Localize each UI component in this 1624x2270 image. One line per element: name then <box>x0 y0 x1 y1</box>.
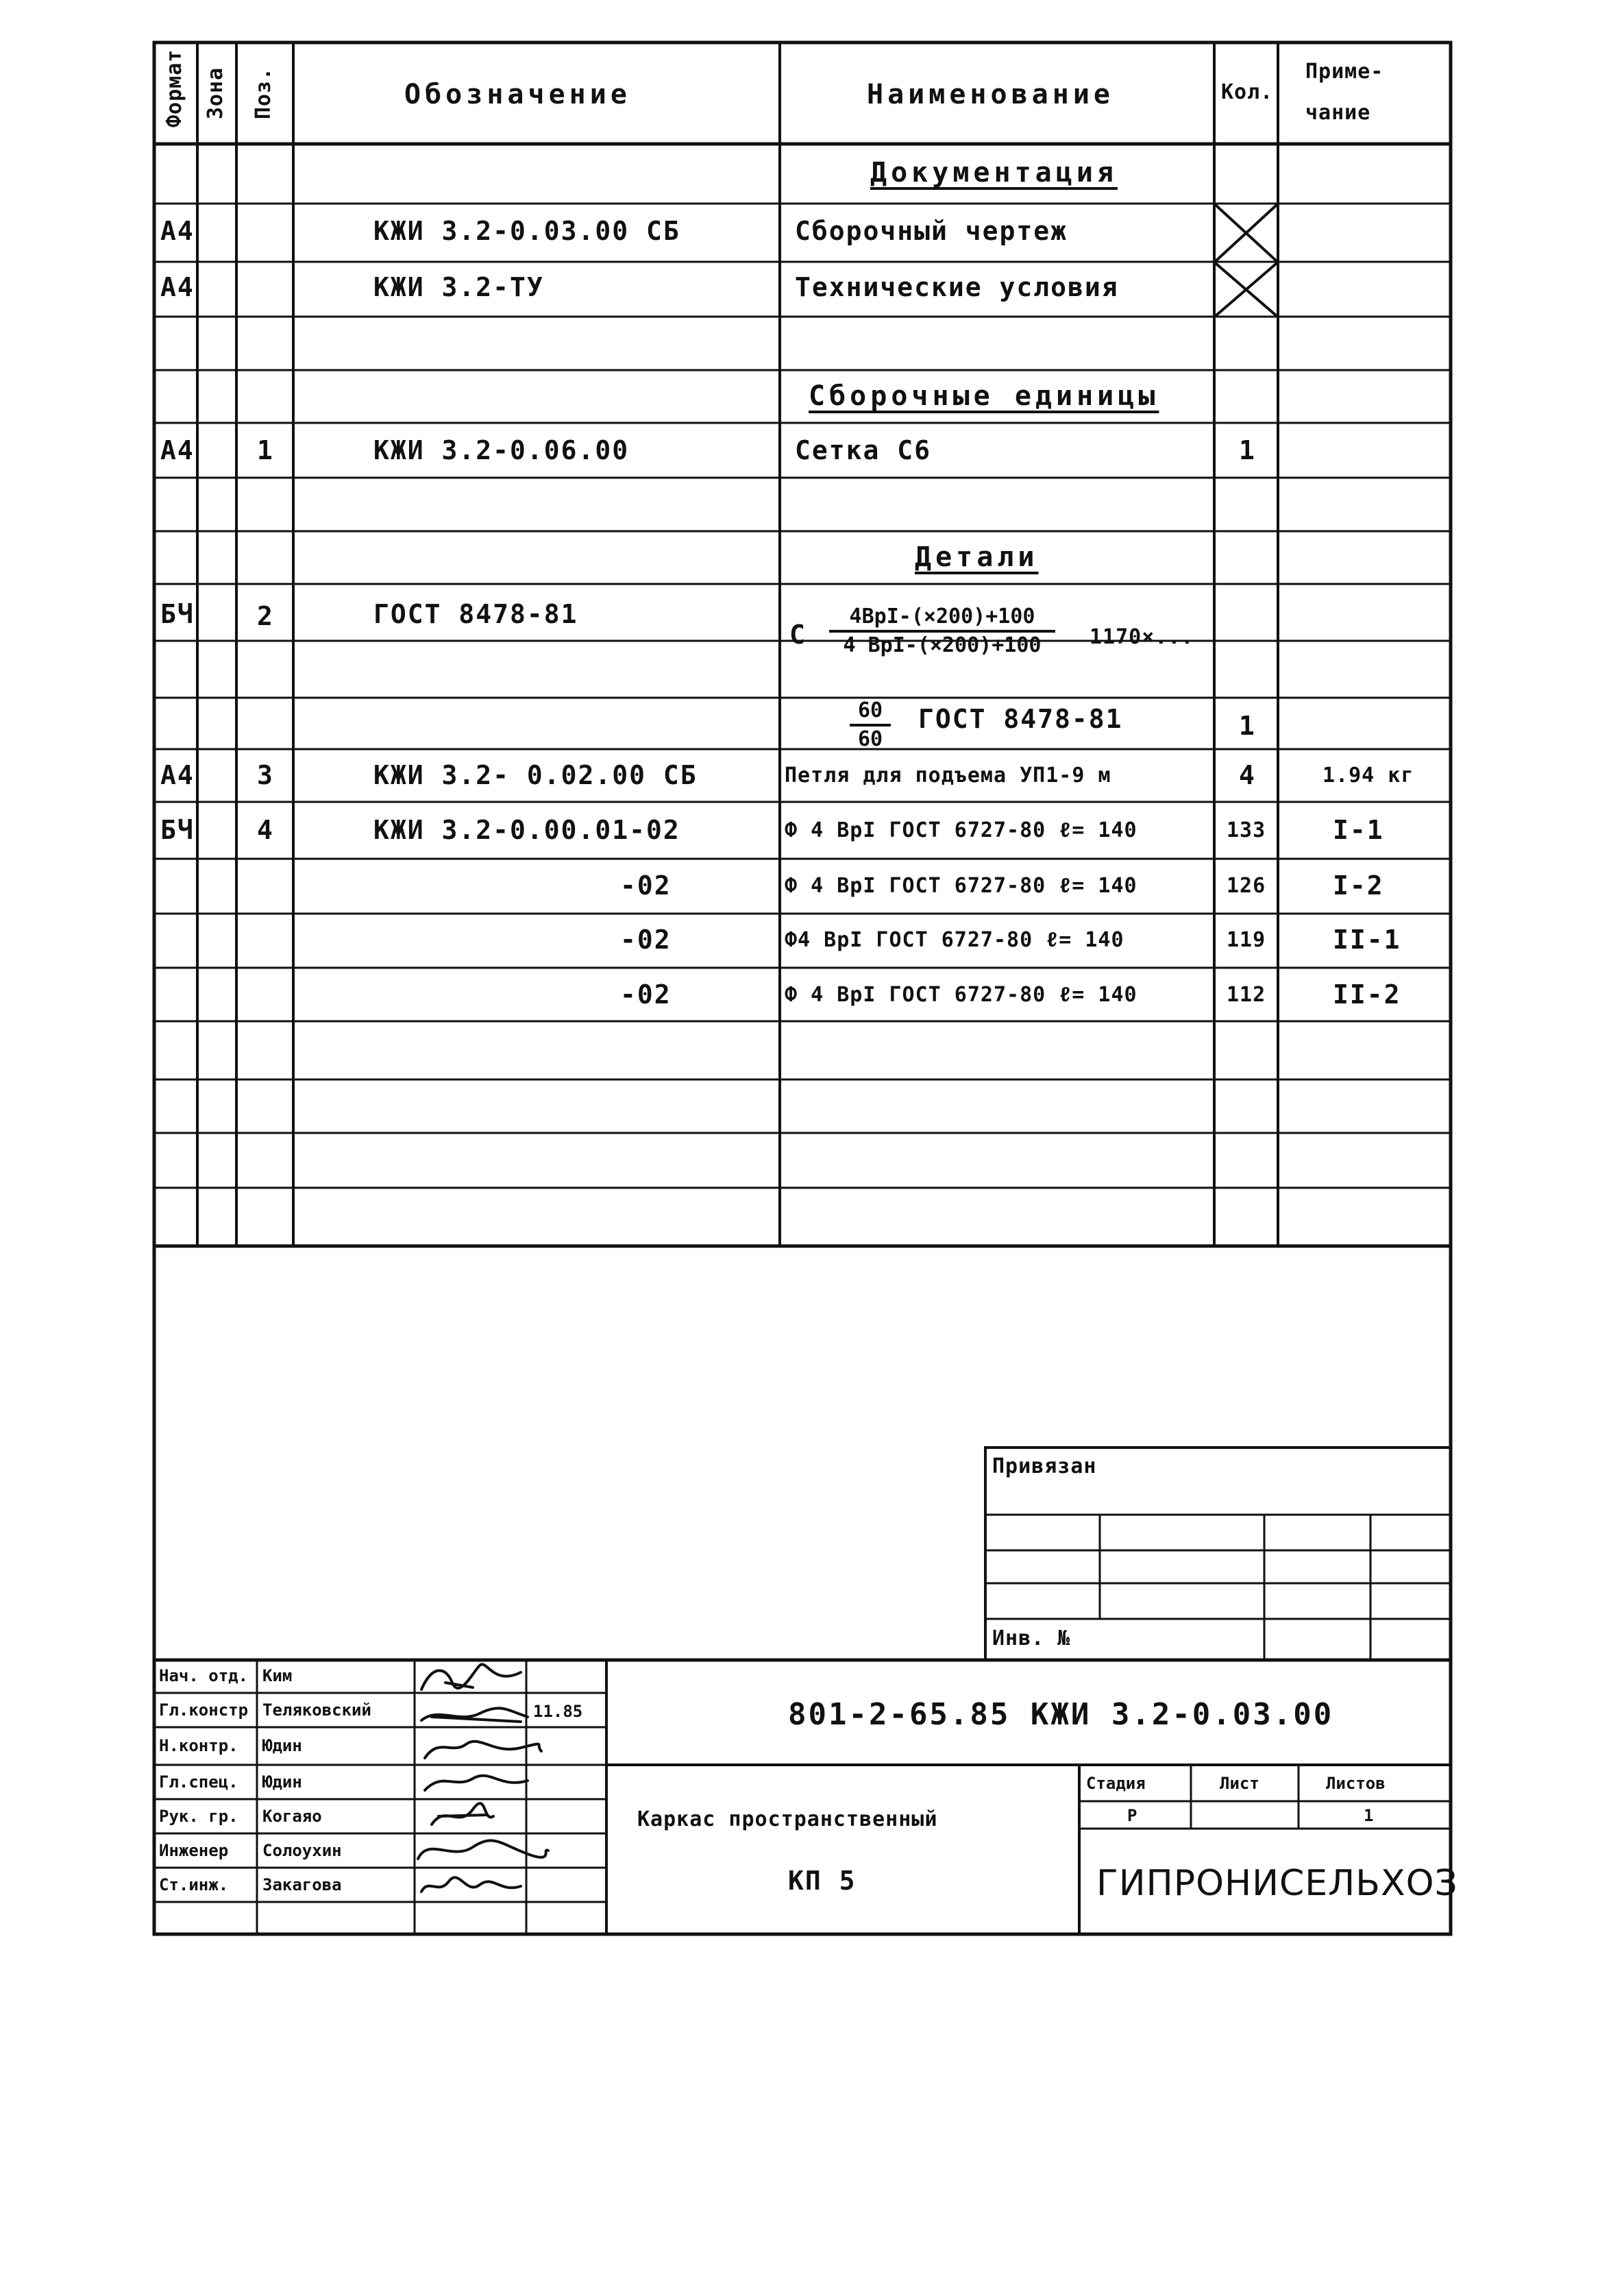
doc2-format: А4 <box>160 272 195 302</box>
title-name-line2: КП 5 <box>788 1866 857 1896</box>
det2-pos: 2 <box>257 601 274 631</box>
asm1-format: А4 <box>160 435 195 465</box>
header-pos: Поз. <box>251 66 275 120</box>
name-group-lead: Когаяо <box>262 1807 322 1826</box>
doc1-name: Сборочный чертеж <box>795 216 1068 246</box>
stage-value: Р <box>1127 1806 1137 1825</box>
organization-name: ГИПРОНИСЕЛЬХОЗ <box>1096 1863 1458 1904</box>
det3-designation: КЖИ 3.2- 0.02.00 СБ <box>373 760 698 790</box>
doc1-designation: КЖИ 3.2-0.03.00 СБ <box>373 216 680 246</box>
asm1-designation: КЖИ 3.2-0.06.00 <box>373 435 630 465</box>
det3-note: 1.94 кг <box>1322 764 1414 788</box>
det2-name-prefix: С <box>789 620 807 650</box>
det2-frac-bottom: 4 ВрI-(×200)+100 <box>843 633 1042 657</box>
det7-designation: -02 <box>620 979 672 1010</box>
header-designation: Обозначение <box>404 79 631 110</box>
section-details: Детали <box>915 541 1039 573</box>
det5-designation: -02 <box>620 870 672 901</box>
role-senior-engineer: Ст.инж. <box>159 1875 229 1894</box>
header-name: Наименование <box>867 79 1114 110</box>
section-assembly-units: Сборочные единицы <box>809 380 1159 412</box>
det2-frac-top: 4ВрI-(×200)+100 <box>849 605 1035 628</box>
section-documentation: Документация <box>870 157 1118 188</box>
det5-name: Ф 4 ВрI ГОСТ 6727-80 ℓ= 140 <box>785 874 1137 898</box>
det5-qty: 126 <box>1227 874 1266 898</box>
name-norm-control: Юдин <box>262 1736 302 1755</box>
name-head-of-dept: Ким <box>262 1666 293 1685</box>
det4-designation: КЖИ 3.2-0.00.01-02 <box>373 815 680 845</box>
det4-note: I-1 <box>1333 815 1384 845</box>
det5-note: I-2 <box>1333 870 1384 901</box>
title-name-line1: Каркас пространственный <box>637 1807 938 1831</box>
header-zone: Зона <box>204 66 227 120</box>
name-chief-designer: Теляковский <box>262 1700 371 1720</box>
det2-name-line2: ГОСТ 8478-81 <box>918 704 1123 734</box>
header-format: Формат <box>162 49 186 127</box>
det2-frac2-bottom: 60 <box>857 727 883 751</box>
det7-name: Ф 4 ВрI ГОСТ 6727-80 ℓ= 140 <box>785 983 1137 1007</box>
det2-qty: 1 <box>1239 711 1256 741</box>
det4-pos: 4 <box>257 815 274 845</box>
det3-format: А4 <box>160 760 195 790</box>
det7-qty: 112 <box>1227 983 1266 1007</box>
role-norm-control: Н.контр. <box>159 1736 238 1755</box>
role-engineer: Инженер <box>159 1841 229 1860</box>
name-engineer: Солоухин <box>262 1841 342 1860</box>
header-qty: Кол. <box>1221 80 1274 104</box>
asm1-name: Сетка С6 <box>795 435 932 465</box>
doc1-format: А4 <box>160 216 195 246</box>
approval-date: 11.85 <box>533 1702 583 1721</box>
role-group-lead: Рук. гр. <box>159 1807 238 1826</box>
doc2-name: Технические условия <box>795 272 1119 302</box>
sheets-label: Листов <box>1326 1774 1386 1793</box>
binding-inv-number: Инв. № <box>992 1626 1071 1650</box>
det3-qty: 4 <box>1239 760 1256 790</box>
header-note-line2: чание <box>1305 101 1371 125</box>
binding-title: Привязан <box>992 1454 1097 1478</box>
det6-note: II-1 <box>1333 925 1401 955</box>
det3-name: Петля для подъема УП1-9 м <box>785 764 1111 788</box>
det2-frac2-top: 60 <box>857 698 883 722</box>
stage-label: Стадия <box>1086 1774 1146 1793</box>
name-senior-engineer: Закагова <box>262 1875 342 1894</box>
asm1-pos: 1 <box>257 435 274 465</box>
det2-format: БЧ <box>160 599 195 629</box>
asm1-qty: 1 <box>1239 435 1256 465</box>
det6-designation: -02 <box>620 925 672 955</box>
det2-designation: ГОСТ 8478-81 <box>373 599 578 629</box>
role-head-of-dept: Нач. отд. <box>159 1666 249 1685</box>
doc2-designation: КЖИ 3.2-ТУ <box>373 272 544 302</box>
det6-qty: 119 <box>1227 928 1266 952</box>
det7-note: II-2 <box>1333 979 1401 1010</box>
det4-qty: 133 <box>1227 818 1266 842</box>
sheet-label: Лист <box>1220 1774 1259 1793</box>
role-chief-designer: Гл.констр <box>159 1700 249 1720</box>
sheets-value: 1 <box>1364 1806 1374 1825</box>
header-note-line1: Приме- <box>1305 60 1384 84</box>
det6-name: Ф4 ВрI ГОСТ 6727-80 ℓ= 140 <box>785 928 1124 952</box>
name-chief-specialist: Юдин <box>262 1772 302 1792</box>
det2-name-suffix: 1170×... <box>1090 625 1194 649</box>
det3-pos: 3 <box>257 760 274 790</box>
document-code: 801-2-65.85 КЖИ 3.2-0.03.00 <box>788 1697 1334 1732</box>
det4-format: БЧ <box>160 815 195 845</box>
role-chief-specialist: Гл.спец. <box>159 1772 238 1792</box>
det4-name: Ф 4 ВрI ГОСТ 6727-80 ℓ= 140 <box>785 818 1137 842</box>
